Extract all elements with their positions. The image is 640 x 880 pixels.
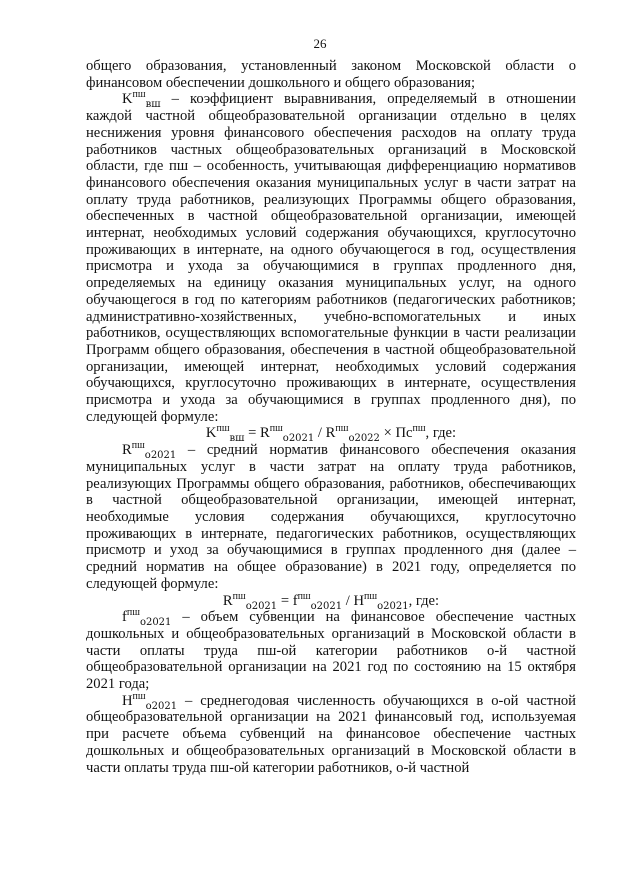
symbol-f2021: $f^{пш}_{o2021}$: [122, 607, 172, 629]
paragraph-kvsh-definition: [86, 91, 576, 425]
formula-r2021: $R^{пш}_{o2021} = f^{пш}_{o2021} / H^{пш}_{o2021}$, где:: [222, 590, 440, 612]
document-body: [86, 58, 576, 776]
paragraph-h2021-definition: [86, 690, 576, 777]
paragraph-f2021-definition: [86, 609, 576, 693]
paragraph-continuation: общего образования, установленный законом Московской области о финансовом обеспечении дошкольного и общего образования;: [86, 58, 576, 91]
symbol-h2021: $H^{пш}_{o2021}$: [122, 690, 178, 712]
definition-text: – средний норматив финансового обеспечения оказания муниципальных услуг в части затрат на оплату труда работников, реализующих Программы общего образования, работников, обеспечивающих в частной общеобразовательной организации, имеющей интернат, необходимые условия содержания обучающихся, круглосуточно проживающих в интернате, педагогических работников, осуществляющих присмотр и уход за обучающимися в группах продленного дня (далее – средний норматив на общее образование) в 2021 году, определяется по следующей формуле:: [86, 442, 576, 592]
paragraph-r2021-definition: [86, 442, 576, 592]
definition-text: – объем субвенции на финансовое обеспечение частных дошкольных и общеобразовательных организаций в Московской области в части оплаты труда пш-ой категории работников о-й частной общеобразовательной организации на 2021 год по состоянию на 15 октября 2021 года;: [86, 609, 576, 693]
symbol-r2021: $R^{пш}_{o2021}$: [122, 440, 177, 462]
definition-text: – коэффициент выравнивания, определяемый в отношении каждой частной общеобразовательной организации отдельно в целях неснижения уровня финансового обеспечения расходов на оплату труда работников частных общеобразовательных организаций в Московской области, где пш – особенность, учитывающая дифференциацию нормативов финансового обеспечения оказания муниципальных услуг в части затрат на оплату труда работников, реализующих Программы общего образования, обеспеченных в частной общеобразовательной организации, имеющей интернат, необходимых условий содержания обучающихся, круглосуточно проживающих в интернате, на одного обучающегося в год, осуществления присмотра и ухода за обучающимися в группах продленного дня, определяемых на единицу оказания муниципальных услуг, на одного обучающегося в год по категориям работников (педагогических работников; административно-хозяйственных, учебно-вспомогательных и иных работников, осуществляющих вспомогательные функции в части реализации Программ общего образования, обеспечения в частной общеобразовательной организации, имеющей интернат, необходимых условий содержания обучающихся, круглосуточно проживающих в интернате, осуществления присмотра и ухода за обучающимися в группах продленного дня), по следующей формуле:: [86, 91, 576, 425]
formula-kvsh: $K^{пш}_{вш} = R^{пш}_{o2021} / R^{пш}_{o2022} \times Пс^{пш}$, где:: [205, 423, 457, 445]
page-number: 26: [313, 36, 327, 51]
symbol-kvsh: $K^{пш}_{вш}$: [122, 89, 161, 111]
definition-text: – среднегодовая численность обучающихся в о-ой частной общеобразовательной организации на 2021 финансовый год, используемая при расчете объема субвенций на финансовое обеспечение частных дошкольных и общеобразовательных организаций в Московской области в части оплаты труда пш-ой категории работников, о-й частной: [86, 692, 576, 776]
